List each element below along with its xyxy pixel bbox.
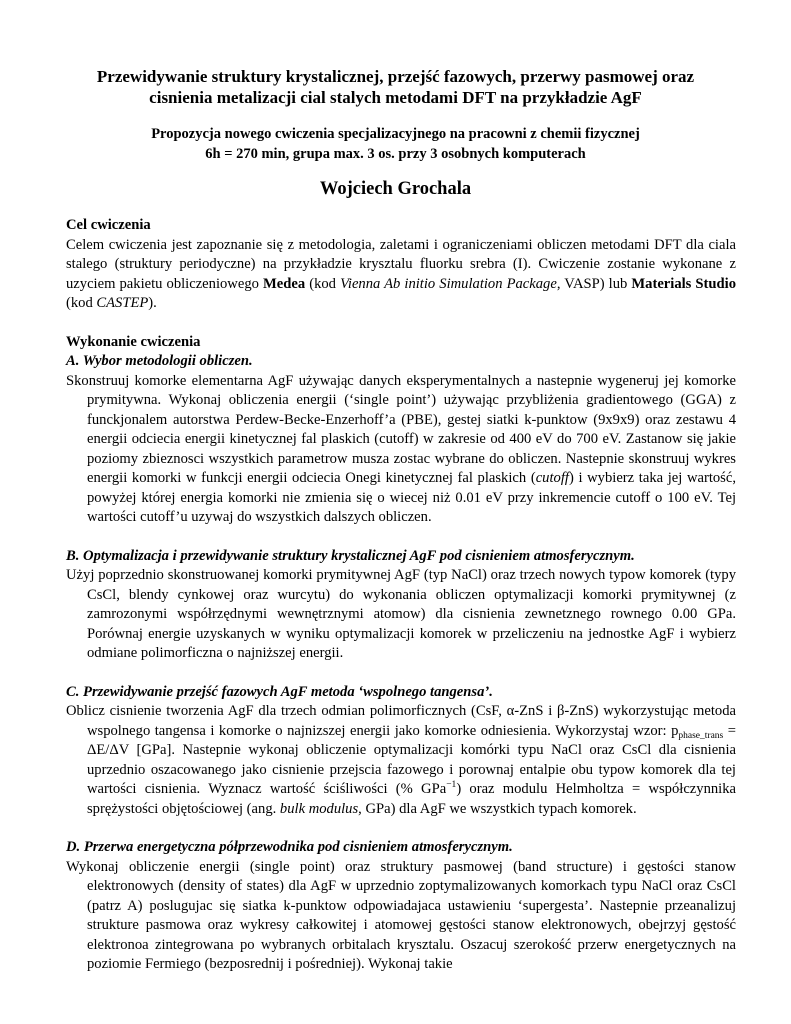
author-name: Wojciech Grochala	[319, 179, 472, 199]
title-line-2: cisnienia metalizacji cial stalych metodami DFT na przykładzie AgF	[149, 88, 642, 107]
document-title	[40, 66, 751, 108]
title-line-1: Przewidywanie struktury krystalicznej, przejść fazowych, przerwy pasmowej oraz	[96, 67, 695, 86]
subsection-title-a: A. Wybor metodologii obliczen.	[66, 353, 253, 369]
section-b	[66, 547, 736, 664]
gpa-superscript: −1	[446, 780, 457, 790]
section-a	[66, 333, 736, 528]
section-d	[66, 838, 736, 975]
section-c	[66, 683, 736, 820]
section-heading-cel: Cel cwiczenia	[66, 217, 151, 233]
subsection-c-paragraph: Oblicz cisnienie tworzenia AgF dla trzech odmian polimorficznych (CsF, α-ZnS i β-ZnS) wykorzystując metoda wspolnego tangensa i komorke o najnizszej energii jako komorke odniesienia. Wykorzystaj wzor: $p_{phase\_trans} = \Delta E/\Delta V$ [GPa]. Nastepnie wykonaj obliczenie optymalizacji komórki typu NaCl oraz CsCl dla cisnienia uprzednio oszacowanego jako cisnienie przejscia fazowego i porownaj entalpie obu typow komorek dla tej wartości cisnienia. Wyznacz wartość ściśliwości (% GPa$^{-1}$) oraz modulu Helmholtza = współczynnika sprężystości objętościowej (ang. bulk modulus, GPa) dla AgF we wszystkich typach komorek.	[66, 703, 736, 817]
document-body	[66, 216, 736, 994]
subtitle-line-1: Propozycja nowego cwiczenia specjalizacyjnego na pracowni z chemii fizycznej	[151, 126, 640, 142]
section-cel	[66, 216, 736, 314]
subsection-title-d: D. Przerwa energetyczna półprzewodnika pod cisnieniem atmosferycznym.	[66, 839, 513, 855]
subtitle-line-2: 6h = 270 min, grupa max. 3 os. przy 3 osobnych komputerach	[205, 146, 586, 162]
document-subtitle	[40, 124, 751, 164]
subsection-d-paragraph: Wykonaj obliczenie energii (single point) oraz struktury pasmowej (band structure) i gęstości stanow elektronowych (density of states) dla AgF w uprzednio zoptymalizowanych komorkach typu NaCl oraz CsCl (patrz A) poslugujac się siatka k-punktow odpowiadajaca ustawieniu ‘supergesta’. Nastepnie przeanalizuj strukture pasmowa oraz wykresy całkowitej i atomowej gęstości stanow elektronowych, obejrzyj gęstość elektronoa zintegrowana po wybranych orbitalach krysztalu. Oszacuj szerokość przerw energetycznych na poziomie Fermiego (bezposrednij i pośredniej). Wykonaj takie	[66, 858, 736, 972]
subsection-title-c: C. Przewidywanie przejść fazowych AgF metoda ‘wspolnego tangensa’.	[66, 683, 493, 700]
subsection-b-paragraph: Użyj poprzednio skonstruowanej komorki prymitywnej AgF (typ NaCl) oraz trzech nowych typow komorek (typy CsCl, blendy cynkowej oraz wurcytu) do wykonania obliczen optymalizacji komorki prymitywnej (z zamrozonymi współrzędnymi wewnętrznymi atomow) dla cisnienia zewnetznego rownego 0.00 GPa. Porównaj energie uzyskanych w wyniku optymalizacji komorek w przeliczeniu na jednostke AgF i wybierz odmiane polimorficzna o najniższej energii.	[66, 567, 736, 661]
phase-trans-subscript: phase_trans	[678, 730, 724, 741]
section-heading-wykonanie: Wykonanie cwiczenia	[66, 333, 201, 350]
subsection-title-b: B. Optymalizacja i przewidywanie struktury krystalicznej AgF pod cisnieniem atmosferycznym.	[66, 547, 635, 564]
cel-paragraph: Celem cwiczenia jest zapoznanie się z metodologia, zaletami i ograniczeniami obliczen metodami DFT dla ciala stalego (struktury periodyczne) na przykładzie krysztalu fluorku srebra (I). Cwiczenie zostanie wykonane z uzyciem pakietu obliczeniowego Medea (kod Vienna Ab initio Simulation Package, VASP) lub Materials Studio (kod CASTEP).	[66, 236, 736, 311]
subsection-a-paragraph: Skonstruuj komorke elementarna AgF używając danych eksperymentalnych a nastepnie wygeneruj jej komorke prymitywna. Wykonaj obliczenia energii (‘single point’) używając przybliżenia gradientowego (GGA) z funckjonalem autorstwa Perdew-Becke-Enzerhoff’a (PBE), gestej siatki k-punktow (9x9x9) oraz zestawu 4 energii odciecia energii kinetycznej fal plaskich (cutoff) w zakresie od 400 eV do 700 eV. Zastanow się jakie poziomy zbieznosci wszystkich parametrow musza zostac wybrane do obliczen. Nastepnie skonstruuj wykres energii komorki w funkcji energii odciecia Onegi kinetycznej fal plaskich (cutoff) i wybierz taka jej wartość, powyżej której energia komorki nie zmienia się o wiecej niż 0.01 eV przy inkremencie cutoff o 100 eV. Tej wartości cutoff’u uzywaj do wszystkich dalszych obliczen.	[66, 372, 736, 525]
